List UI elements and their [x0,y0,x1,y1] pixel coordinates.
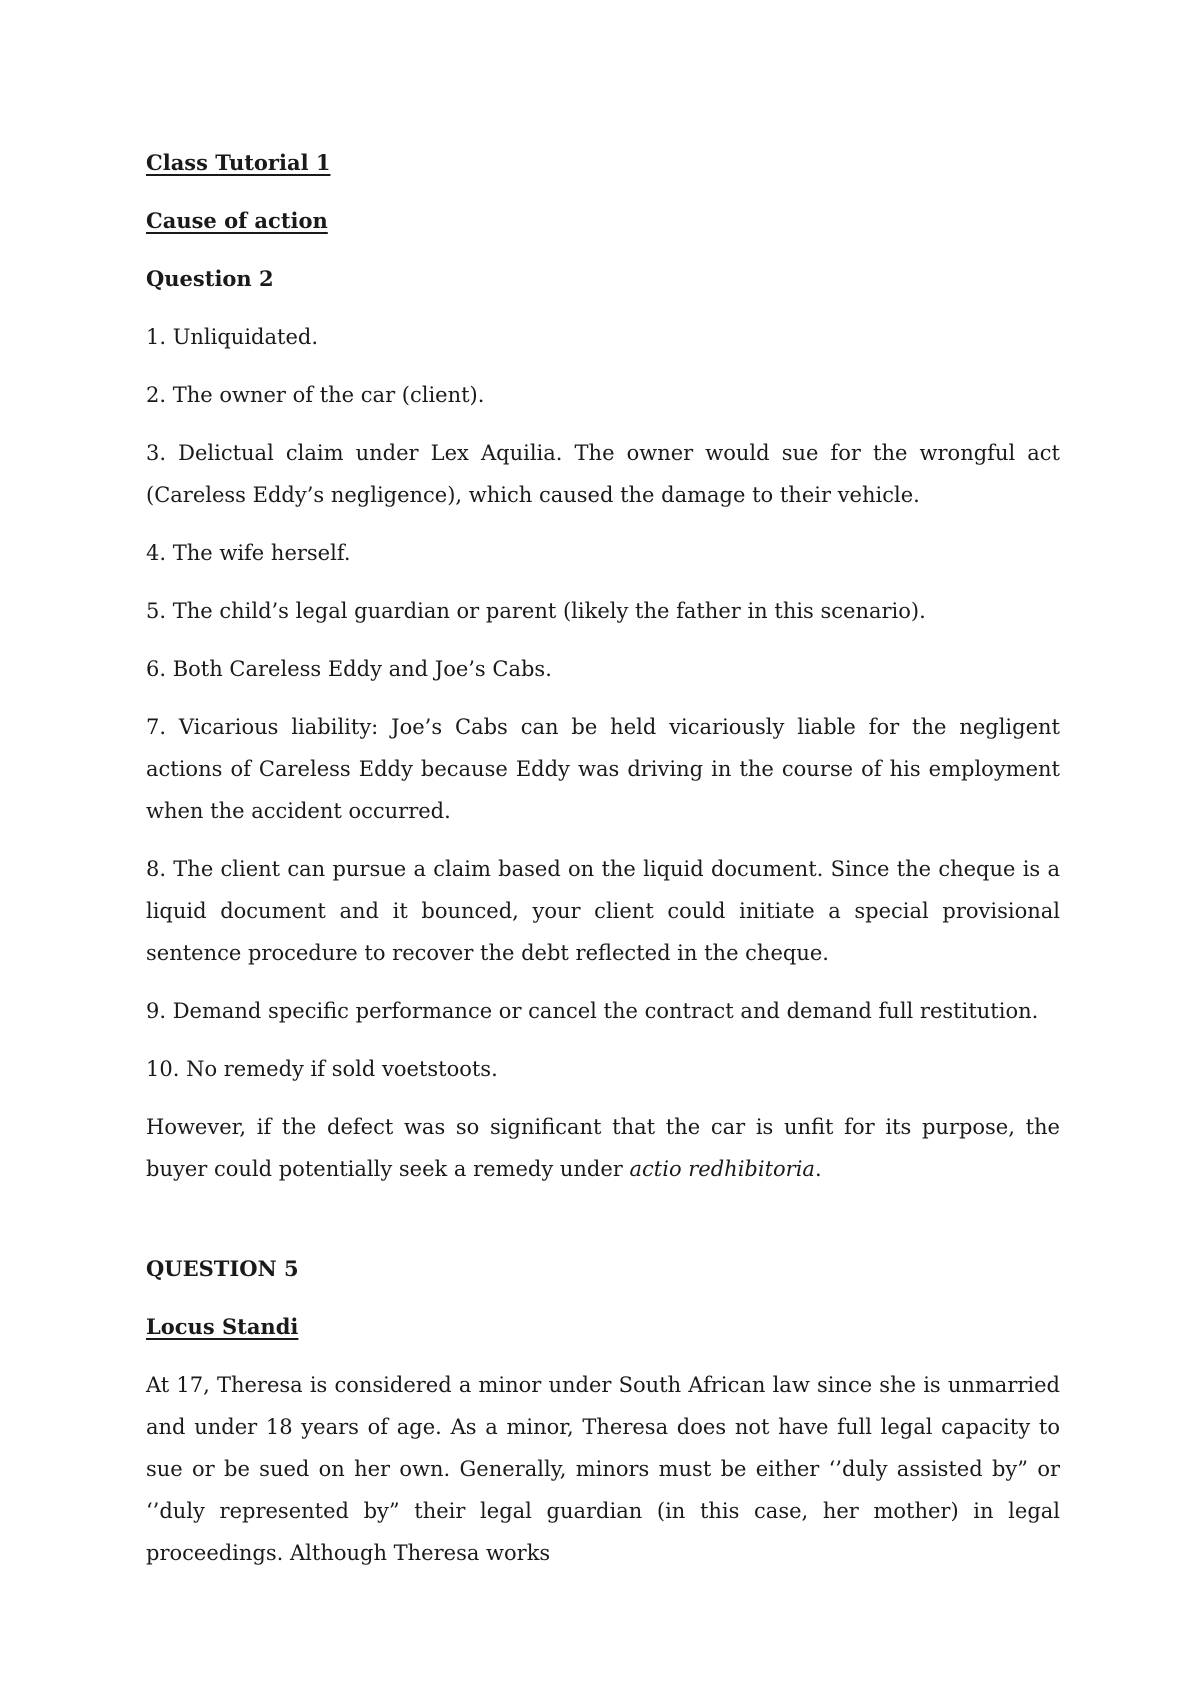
however-text: However, if the defect was so significant that the car is unfit for its purpose, the buyer could potentially seek a remedy under [146,1115,1060,1181]
answer-1: 1. Unliquidated. [146,325,318,349]
answer-5: 5. The child’s legal guardian or parent (likely the father in this scenario). [146,599,926,623]
answer-7: 7. Vicarious liability: Joe’s Cabs can be held vicariously liable for the negligent actions of Careless Eddy because Eddy was driving in the course of his employment when the accident occurred. [146,715,1060,823]
answer-8: 8. The client can pursue a claim based on the liquid document. Since the cheque is a liquid document and it bounced, your client could initiate a special provisional sentence procedure to recover the debt reflected in the cheque. [146,857,1060,965]
however-end: . [814,1157,822,1181]
section-heading-cause-of-action: Cause of action [146,208,328,233]
question-5-heading: QUESTION 5 [146,1256,299,1281]
document-title: Class Tutorial 1 [146,150,331,175]
locus-standi-paragraph: At 17, Theresa is considered a minor under South African law since she is unmarried and under 18 years of age. As a minor, Theresa does not have full legal capacity to sue or be sued on her own. Generally, minors must be either ‘’duly assisted by” or ‘’duly represented by” their legal guardian (in this case, her mother) in legal proceedings. Although Theresa works [146,1373,1060,1565]
however-italic-term: actio redhibitoria [629,1157,815,1181]
answer-2: 2. The owner of the car (client). [146,383,485,407]
document-body [146,142,1060,1590]
answer-3: 3. Delictual claim under Lex Aquilia. The owner would sue for the wrongful act (Careless Eddy’s negligence), which caused the damage to their vehicle. [146,441,1060,507]
locus-standi-heading: Locus Standi [146,1314,299,1339]
answer-9: 9. Demand specific performance or cancel the contract and demand full restitution. [146,999,1039,1023]
blank-line [146,1206,1060,1248]
answer-6: 6. Both Careless Eddy and Joe’s Cabs. [146,657,552,681]
answer-4: 4. The wife herself. [146,541,351,565]
however-paragraph [146,1106,1060,1190]
answer-10: 10. No remedy if sold voetstoots. [146,1057,498,1081]
question-2-heading: Question 2 [146,266,274,291]
